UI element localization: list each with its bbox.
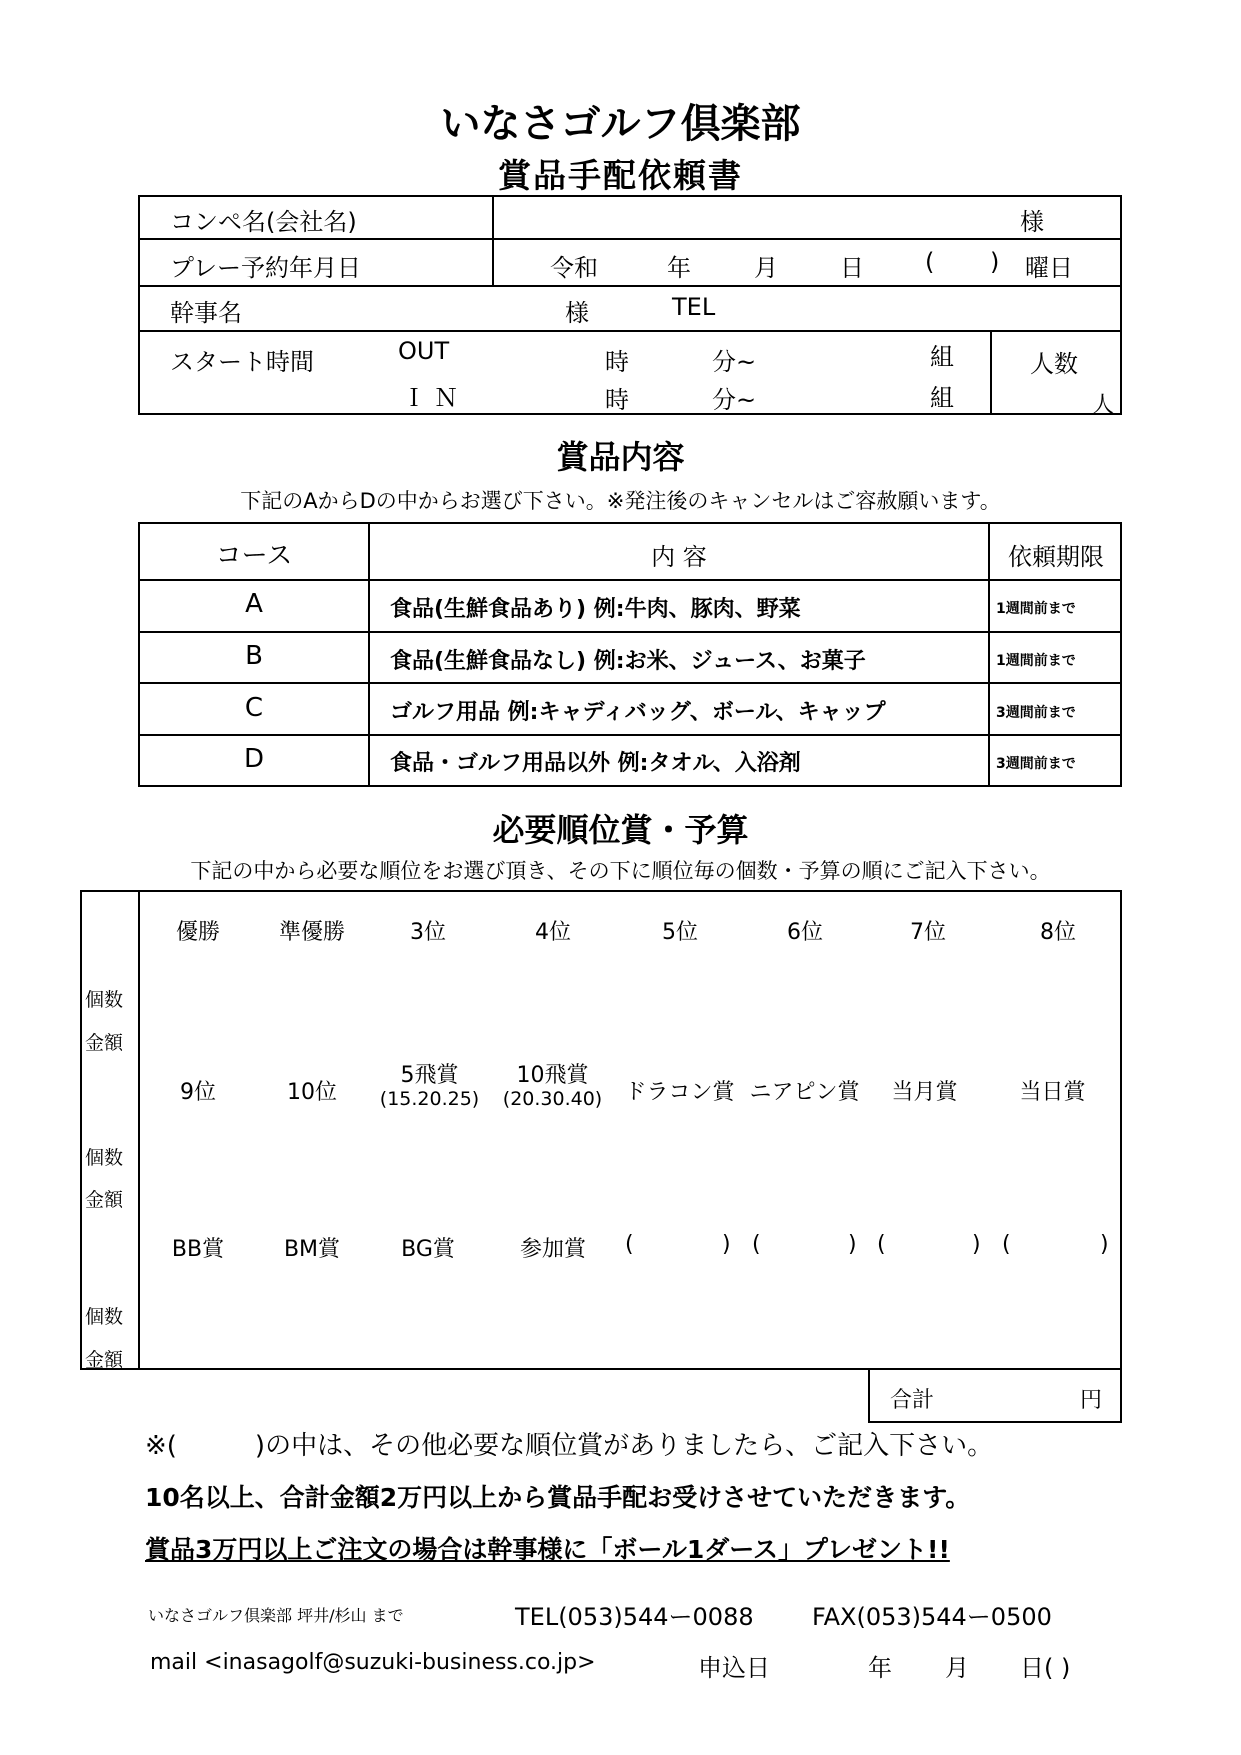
form-title: 賞品手配依頼書	[498, 156, 743, 195]
content-c: ゴルフ用品 例:キャディバッグ、ボール、キャップ	[390, 700, 886, 725]
deadline-d: 3週間前まで	[996, 756, 1076, 772]
organizer-tel: TEL	[672, 293, 716, 321]
day-label: 日	[840, 254, 864, 282]
organizer-sama: 様	[565, 299, 589, 327]
col-deadline: 依頼期限	[1008, 543, 1104, 571]
dracon-prize: ドラコン賞	[624, 1080, 735, 1105]
in-hour: 時	[605, 386, 629, 414]
deadline-a: 1週間前まで	[996, 601, 1076, 617]
rank-9: 9位	[180, 1080, 216, 1105]
deadline-c: 3週間前まで	[996, 705, 1076, 721]
rank-4: 4位	[535, 920, 571, 945]
paren-open: (	[925, 248, 935, 276]
reiwa-label: 令和	[550, 254, 598, 282]
apply-day: 日( )	[1020, 1654, 1071, 1682]
tobi-5-sub: (15.20.25)	[379, 1088, 480, 1110]
custom-4-open: (	[1002, 1232, 1011, 1257]
ninzu-label: 人数	[1030, 350, 1078, 378]
kosu-label-1: 個数	[85, 989, 124, 1011]
col-course: コース	[215, 541, 293, 571]
organizer-label: 幹事名	[170, 299, 242, 327]
custom-2-close: )	[848, 1232, 857, 1257]
tougetsu-prize: 当月賞	[891, 1080, 958, 1105]
custom-3-open: (	[877, 1232, 886, 1257]
content-b: 食品(生鮮食品なし) 例:お米、ジュース、お菓子	[390, 649, 866, 674]
in-minute: 分~	[712, 386, 757, 414]
content-a: 食品(生鮮食品あり) 例:牛肉、豚肉、野菜	[390, 597, 801, 622]
total-yen: 円	[1080, 1388, 1103, 1413]
col-content: 内 容	[651, 543, 707, 571]
custom-3-close: )	[972, 1232, 981, 1257]
month-label: 月	[754, 254, 778, 282]
content-d: 食品・ゴルフ用品以外 例:タオル、入浴剤	[390, 751, 801, 776]
course-b: B	[245, 641, 263, 671]
present-note: 賞品3万円以上ご注文の場合は幹事様に「ボール1ダース」プレゼント!!	[145, 1535, 950, 1564]
toujitsu-prize: 当日賞	[1019, 1080, 1086, 1105]
contact-tel[interactable]: TEL(053)544ー0088	[515, 1603, 754, 1631]
bg-prize: BG賞	[401, 1237, 455, 1262]
apply-year: 年	[868, 1654, 892, 1682]
bb-prize: BB賞	[171, 1237, 225, 1262]
prize-content-title: 賞品内容	[556, 438, 685, 476]
paren-close: )	[990, 248, 1000, 276]
contact-fax: FAX(053)544ー0500	[812, 1603, 1052, 1631]
rank-8: 8位	[1040, 920, 1076, 945]
out-label: OUT	[398, 337, 450, 365]
custom-1-open: (	[625, 1232, 634, 1257]
out-hour: 時	[605, 348, 629, 376]
kingaku-label-1: 金額	[85, 1032, 124, 1054]
compe-sama: 様	[1020, 208, 1044, 236]
course-a: A	[245, 589, 263, 619]
minimum-note: 10名以上、合計金額2万円以上から賞品手配お受けさせていただきます。	[145, 1483, 971, 1512]
rank-6: 6位	[787, 920, 823, 945]
nearpin-prize: ニアピン賞	[749, 1080, 860, 1105]
custom-4-close: )	[1100, 1232, 1109, 1257]
club-title: いなさゴルフ倶楽部	[440, 101, 801, 147]
course-d: D	[243, 744, 265, 774]
rank-note: 下記の中から必要な順位をお選び頂き、その下に順位毎の個数・予算の順にご記入下さい。	[190, 859, 1051, 883]
rank-10: 10位	[287, 1080, 337, 1105]
apply-date-label: 申込日	[698, 1654, 770, 1682]
kingaku-label-3: 金額	[85, 1349, 124, 1371]
contact-person: いなさゴルフ倶楽部 坪井/杉山 まで	[148, 1606, 404, 1625]
rank-1: 優勝	[175, 920, 220, 945]
apply-month: 月	[945, 1654, 969, 1682]
tobi-10: 10飛賞	[516, 1063, 589, 1088]
start-time-label: スタート時間	[170, 348, 314, 376]
rank-3: 3位	[410, 920, 446, 945]
custom-note: ※( )の中は、その他必要な順位賞がありましたら、ご記入下さい。	[145, 1431, 994, 1461]
kingaku-label-2: 金額	[85, 1189, 124, 1211]
tobi-5: 5飛賞	[400, 1063, 459, 1088]
kosu-label-2: 個数	[85, 1147, 124, 1169]
custom-1-close: )	[722, 1232, 731, 1257]
compe-name-label: コンペ名(会社名)	[170, 208, 357, 236]
contact-mail[interactable]: mail <inasagolf@suzuki-business.co.jp>	[150, 1650, 596, 1675]
rank-7: 7位	[910, 920, 946, 945]
play-date-label: プレー予約年月日	[170, 254, 362, 282]
deadline-b: 1週間前まで	[996, 653, 1076, 669]
year-label: 年	[667, 254, 691, 282]
in-group: 組	[930, 384, 954, 412]
weekday-label: 曜日	[1025, 254, 1073, 282]
kosu-label-3: 個数	[85, 1306, 124, 1328]
total-label: 合計	[890, 1388, 935, 1413]
rank-2: 準優勝	[278, 920, 345, 945]
rank-5: 5位	[662, 920, 698, 945]
rank-title: 必要順位賞・予算	[492, 811, 749, 849]
sanka-prize: 参加賞	[519, 1237, 586, 1262]
bm-prize: BM賞	[283, 1237, 341, 1262]
compe-name-field[interactable]	[494, 197, 1014, 237]
tobi-10-sub: (20.30.40)	[502, 1088, 603, 1110]
out-group: 組	[930, 343, 954, 371]
in-label: ＩＮ	[402, 384, 466, 412]
out-minute: 分~	[712, 348, 757, 376]
prize-content-note: 下記のAからDの中からお選び下さい。※発注後のキャンセルはご容赦願います。	[240, 489, 1001, 513]
custom-2-open: (	[752, 1232, 761, 1257]
nin-label: 人	[1092, 393, 1115, 418]
course-c: C	[244, 693, 264, 723]
